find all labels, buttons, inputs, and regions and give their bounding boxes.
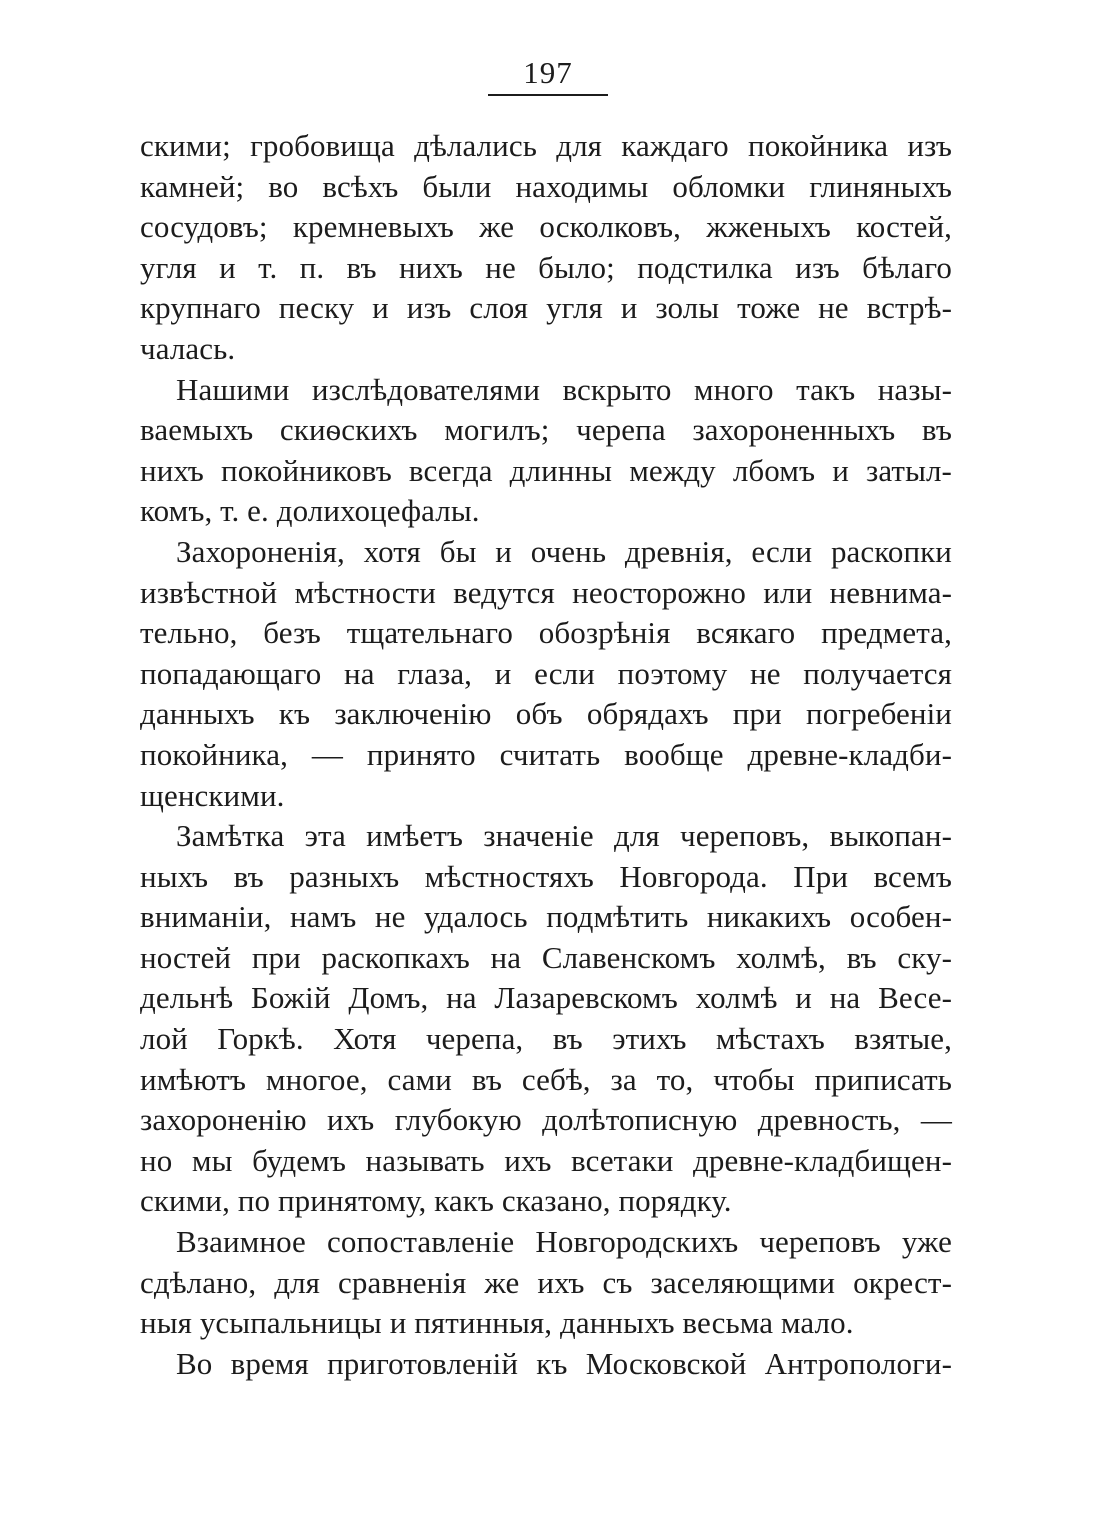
paragraph [140, 532, 952, 816]
paragraph [140, 816, 952, 1222]
header-rule [488, 94, 608, 96]
paragraph [140, 126, 952, 370]
text-line: лой Горкѣ. Хотя черепа, въ этихъ мѣстахъ взятые, [140, 1021, 952, 1057]
page-number: 197 [523, 55, 573, 90]
text-line: вниманіи, намъ не удалось подмѣтить никакихъ особен- [140, 899, 952, 935]
text-line: Нашими изслѣдователями вскрыто много такъ назы- [176, 371, 952, 407]
text-line: покойника, — принято считать вообще древне-кладби- [140, 736, 952, 772]
text-line: дельнѣ Божій Домъ, на Лазаревскомъ холмѣ и на Весе- [140, 980, 952, 1016]
text-line: Захороненія, хотя бы и очень древнія, если раскопки [176, 533, 952, 569]
text-line: Во время приготовленій къ Московской Антропологи- [176, 1345, 952, 1381]
paragraph [140, 1344, 952, 1385]
text-line: ныхъ въ разныхъ мѣстностяхъ Новгорода. При всемъ [140, 858, 952, 894]
text-line: чалась. [140, 330, 236, 366]
text-line: имѣютъ многое, сами въ себѣ, за то, чтобы приписать [140, 1061, 952, 1097]
text-line: камней; во всѣхъ были находимы обломки глиняныхъ [140, 168, 952, 204]
text-line: Взаимное сопоставленіе Новгородскихъ череповъ уже [176, 1224, 952, 1260]
text-line: Замѣтка эта имѣетъ значеніе для череповъ, выкопан- [176, 818, 952, 854]
text-line: извѣстной мѣстности ведутся неосторожно или невнима- [140, 574, 952, 610]
page-header [488, 56, 608, 96]
text-line: но мы будемъ называть ихъ всетаки древне-кладбищен- [140, 1142, 952, 1178]
text-body [140, 126, 952, 1384]
text-line: скими; гробовища дѣлались для каждаго покойника изъ [140, 128, 952, 163]
text-line: скими, по принятому, какъ сказано, порядку. [140, 1183, 732, 1219]
text-line: угля и т. п. въ нихъ не было; подстилка изъ бѣлаго [140, 249, 952, 285]
text-line: сдѣлано, для сравненія же ихъ съ заселяющими окрест- [140, 1264, 952, 1300]
text-line: ныя усыпальницы и пятинныя, данныхъ весьма мало. [140, 1305, 854, 1341]
text-line: щенскими. [140, 777, 285, 813]
text-line: данныхъ къ заключенію объ обрядахъ при погребеніи [140, 696, 952, 732]
paragraph [140, 1222, 952, 1344]
text-line: захороненію ихъ глубокую долѣтописную древность, — [140, 1102, 952, 1138]
text-line: сосудовъ; кремневыхъ же осколковъ, жженыхъ костей, [140, 209, 952, 245]
text-line: нихъ покойниковъ всегда длинны между лбомъ и затыл- [140, 452, 952, 488]
text-line: ваемыхъ скиѳскихъ могилъ; черепа захороненныхъ въ [140, 412, 952, 448]
text-line: комъ, т. е. долихоцефалы. [140, 493, 480, 529]
text-line: крупнаго песку и изъ слоя угля и золы тоже не встрѣ- [140, 290, 952, 326]
text-line: тельно, безъ тщательнаго обозрѣнія всякаго предмета, [140, 615, 952, 651]
text-line: ностей при раскопкахъ на Славенскомъ холмѣ, въ ску- [140, 939, 952, 975]
paragraph [140, 370, 952, 532]
text-line: попадающаго на глаза, и если поэтому не получается [140, 655, 952, 691]
